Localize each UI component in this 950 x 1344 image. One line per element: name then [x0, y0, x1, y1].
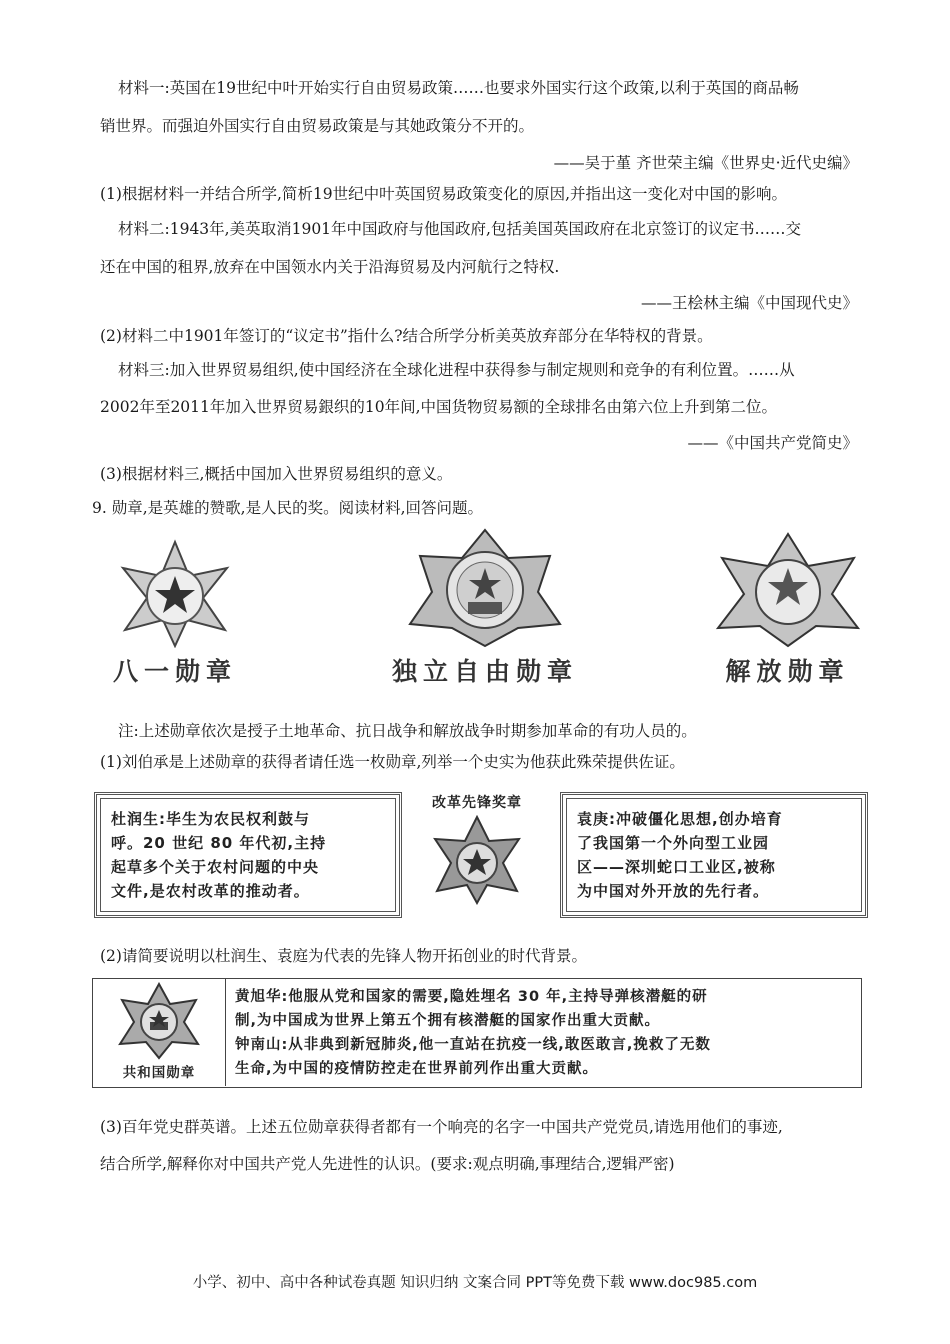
question-9-2: (2)请简要说明以杜润生、袁庭为代表的先锋人物开拓创业的时代背景。 [100, 947, 587, 965]
bayi-medal [95, 538, 255, 688]
republic-line-1: 黄旭华:他服从党和国家的需要,隐姓埋名 30 年,主持导弹核潜艇的研 [235, 989, 708, 1005]
reform-medal-title: 改革先锋奖章 [432, 795, 522, 811]
question-9-1: (1)刘伯承是上述勋章的获得者请任选一枚勋章,列举一个史实为他获此殊荣提供佐证。 [100, 753, 685, 771]
republic-medal-panel [93, 979, 226, 1086]
yuan-geng-box [560, 792, 868, 918]
question-1: (1)根据材料一并结合所学,简析19世纪中叶英国贸易政策变化的原因,并指出这一变化对中国的影响。 [100, 185, 788, 203]
yuan-geng-line-1: 袁庚:冲破僵化思想,创办培育 [577, 810, 783, 828]
republic-medal-box [92, 978, 862, 1088]
material2-source: ——王桧林主编《中国现代史》 [640, 294, 858, 312]
material3-line1: 材料三:加入世界贸易组织,使中国经济在全球化进程中获得参与制定规则和竞争的有利位置。……从 [118, 361, 795, 379]
question-9-3-line1: (3)百年党史群英谱。上述五位勋章获得者都有一个响亮的名字一中国共产党党员,请选用他们的事迹, [100, 1118, 783, 1136]
independence-medal-icon [400, 528, 570, 648]
page-footer: 小学、初中、高中各种试卷真题 知识归纳 文案合同 PPT等免费下载 www.doc985.com [192, 1275, 758, 1291]
yuan-geng-line-4: 为中国对外开放的先行者。 [577, 882, 770, 900]
republic-medal-label: 共和国勋章 [122, 1065, 196, 1081]
independence-medal-label: 独立自由勋章 [391, 657, 578, 686]
material3-line2: 2002年至2011年加入世界贸易銀织的10年间,中国货物贸易额的全球排名由第六位上升到第二位。 [100, 398, 778, 416]
du-runsheng-line-3: 起草多个关于农村问题的中央 [111, 858, 320, 876]
medal-row [95, 528, 870, 688]
material1-source: ——吴于堇 齐世荣主编《世界史·近代史编》 [553, 154, 858, 172]
yuan-geng-line-2: 了我国第一个外向型工业园 [577, 834, 770, 852]
liberation-medal [700, 532, 875, 688]
material3-source: ——《中国共产党简史》 [687, 434, 858, 452]
bayi-medal-label: 八一勋章 [112, 657, 237, 686]
question-3: (3)根据材料三,概括中国加入世界贸易组织的意义。 [100, 465, 453, 483]
du-runsheng-box [94, 792, 402, 918]
material2-line2: 还在中国的租界,放弃在中国领水内关于沿海贸易及内河航行之特权. [100, 258, 560, 276]
yuan-geng-line-3: 区——深圳蛇口工业区,被称 [577, 858, 776, 876]
republic-line-4: 生命,为中国的疫情防控走在世界前列作出重大贡献。 [235, 1061, 599, 1077]
independence-medal [385, 528, 585, 688]
republic-medal-text [235, 985, 855, 1081]
reform-medal-icon [427, 815, 527, 905]
du-runsheng-line-2: 呼。20 世纪 80 年代初,主持 [111, 834, 327, 852]
republic-line-2: 制,为中国成为世界上第五个拥有核潜艇的国家作出重大贡献。 [235, 1013, 661, 1029]
liberation-medal-label: 解放勋章 [725, 657, 850, 686]
bayi-medal-icon [105, 538, 245, 648]
material1-line2: 销世界。而强迫外国实行自由贸易政策是与其她政策分不开的。 [100, 117, 535, 135]
question-9-title: 9. 勋章,是英雄的赞歌,是人民的奖。阅读材料,回答问题。 [92, 499, 483, 517]
liberation-medal-icon [708, 532, 868, 648]
material2-line1: 材料二:1943年,美英取消1901年中国政府与他国政府,包括美国英国政府在北京签订的议定书……交 [118, 220, 801, 238]
medal-note: 注:上述勋章依次是授子土地革命、抗日战争和解放战争时期参加革命的有功人员的。 [118, 722, 697, 740]
question-9-3-line2: 结合所学,解释你对中国共产党人先进性的认识。(要求:观点明确,事理结合,逻辑严密) [100, 1155, 675, 1173]
republic-line-3: 钟南山:从非典到新冠肺炎,他一直站在抗疫一线,敢医敢言,挽救了无数 [235, 1037, 711, 1053]
du-runsheng-line-1: 杜润生:毕生为农民权利鼓与 [111, 810, 310, 828]
reform-medal [412, 791, 542, 909]
question-2: (2)材料二中1901年签订的“议定书”指什么?结合所学分析美英放弃部分在华特权的背景。 [100, 327, 713, 345]
du-runsheng-line-4: 文件,是农村改革的推动者。 [111, 882, 310, 900]
republic-medal-icon [114, 982, 204, 1060]
material1-line1: 材料一:英国在19世纪中叶开始实行自由贸易政策……也要求外国实行这个政策,以利于英国的商品畅 [118, 79, 799, 97]
